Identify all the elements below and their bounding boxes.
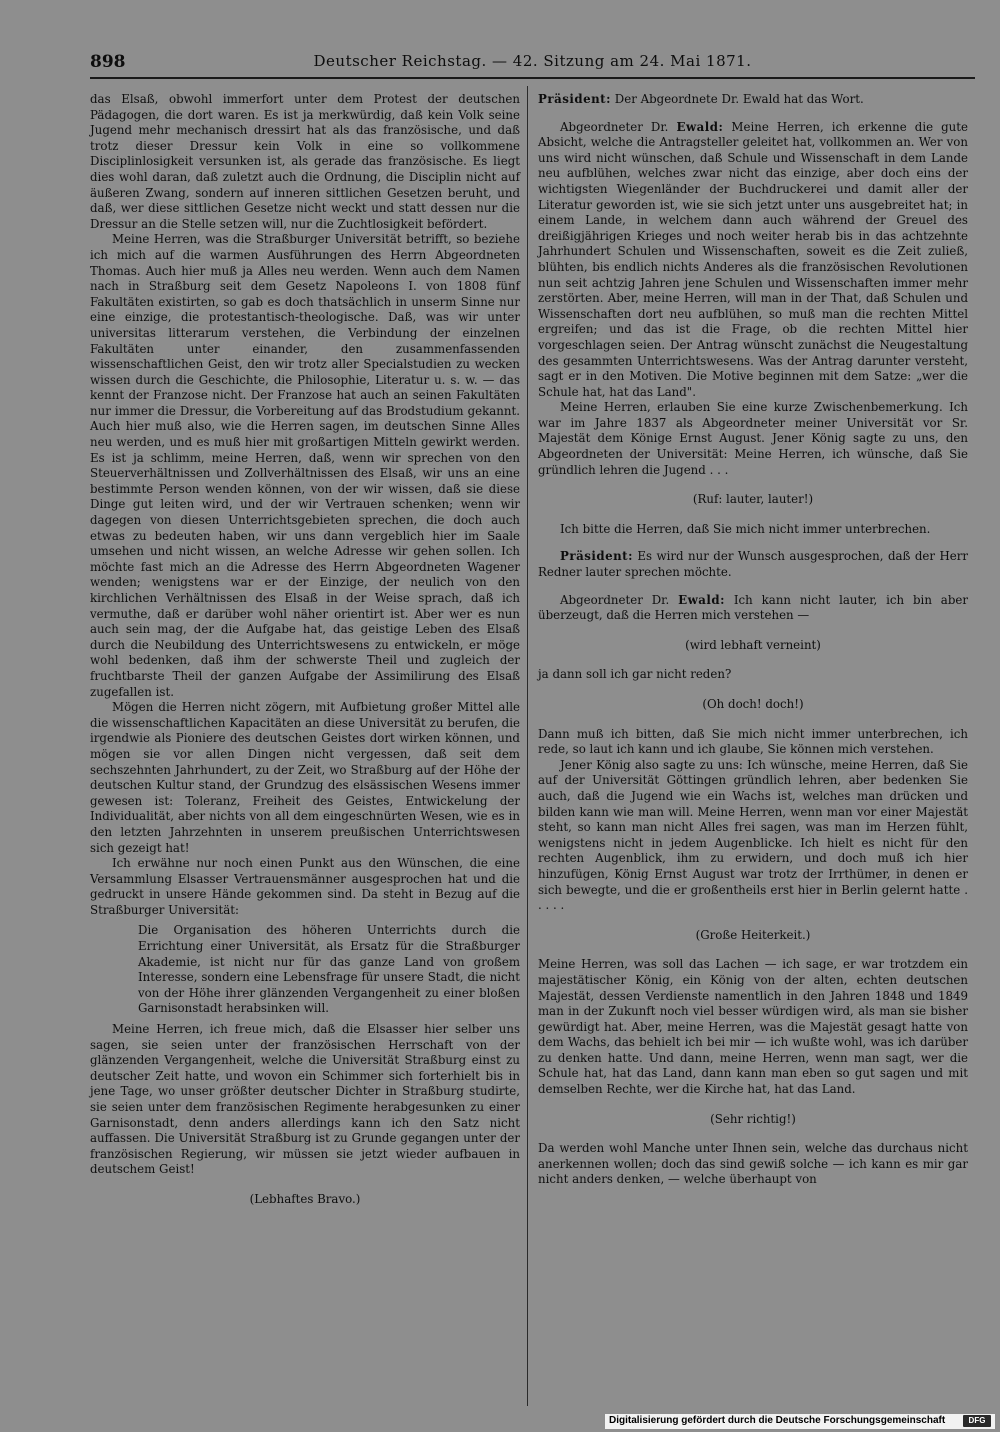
paragraph: Meine Herren, was die Straßburger Universität betrifft, so beziehe ich mich auf die warmen Ausführungen des Herrn Abgeordneten Thomas. Auch hier muß ja Alles neu werden. Wenn auch dem Namen nach in Straßburg seit dem Gesetz Napoleons I. von 1808 fünf Fakultäten existirten, so gab es doch thatsächlich in unserm Sinne nur eine einzige, die protestantisch-theologische. Daß, was wir unter universitas litterarum verstehen, die Verbindung der einzelnen Fakultäten unter einander, den zusammenfassenden wissenschaftlichen Geist, den wir trotz aller Specialstudien zu wecken wissen durch die Geschichte, die Philosophie, Literatur u. s. w. — das kennt der Franzose nicht. Der Franzose hat auch an seinen Fakultäten nur immer die Dressur, die Vorbereitung auf das Brodstudium gekannt. Auch hier muß also, wie die Herren sagen, im deutschen Sinne Alles neu werden, und es muß hier mit großartigen Mitteln gewirkt werden. Es ist ja schlimm, meine Herren, daß, wenn wir sprechen von den Steuerverhältnissen und Zollverhältnissen des Elsaß, wir uns an eine bestimmte Person wenden können, von der wir wissen, daß sie diese Dinge gut leiten wird, und der wir Vertrauen schenken; wenn wir dagegen von diesen Unterrichtsgebieten sprechen, die doch auch etwas zu bedeuten haben, wir uns dann vergeblich hier im Saale umsehen und nicht wissen, an welche Adresse wir gehen sollen. Ich möchte fast mich an die Adresse des Herrn Abgeordneten Wagener wenden; wenigstens war er der Einzige, der neulich von den kirchlichen Verhältnissen des Elsaß in der Weise sprach, daß ich vermuthe, daß er darüber wohl näher orientirt ist. Aber wer es nun auch sein mag, der die Aufgabe hat, das geistige Leben des Elsaß durch die Neubildung des Unterrichtswesens zu entwickeln, er möge wohl bedenken, daß ihm der schwerste Theil und zugleich der fruchtbarste Theil der ganzen Aufgabe der Assimilirung des Elsaß zugefallen ist.: [90, 232, 520, 699]
speech-text: Der Abgeordnete Dr. Ewald hat das Wort.: [611, 92, 864, 106]
speech-president: [538, 549, 968, 580]
speech-text: Meine Herren, ich erkenne die gute Absicht, welche die Antragsteller geleitet hat, vollkommen an. Wer von uns wird nicht wünschen, daß Schule und Wissenschaft in dem Lande neu aufblühen, welches zwar nicht das einzige, aber doch eins der wichtigsten Wiegenländer der Buchdruckerei und damit aller der Literatur geworden ist, wie sie sich jetzt unter uns ausgebreitet hat; in einem Lande, in welchem dann auch während der Greuel des dreißigjährigen Krieges und noch weiter herab bis in das achtzehnte Jahrhundert Schulen und Wissenschaften, soweit es die Zeit zuließ, blühten, bis endlich nichts Anderes als die französischen Revolutionen nun seit achtzig Jahren jene Schulen und Wissenschaften immer mehr zerstörten. Aber, meine Herren, will man in der That, daß Schulen und Wissenschaften dort neu aufblühen, so muß man die rechten Mittel ergreifen; und das ist die Frage, ob die rechten Mittel hier vorgeschlagen seien. Der Antrag wünscht zunächst die Neugestaltung des gesammten Unterrichtswesens. Was der Antrag darunter versteht, sagt er in den Motiven. Die Motive beginnen mit dem Satze: „wer die Schule hat, hat das Land".: [538, 119, 969, 399]
speaker-name: Ewald:: [676, 119, 724, 134]
interjection: (Ruf: lauter, lauter!): [692, 492, 814, 507]
paragraph: Meine Herren, ich freue mich, daß die Elsasser hier selber uns sagen, sie seien unter der französischen Herrschaft von der glänzenden Vergangenheit, welche die Universität Straßburg einst zu deutscher Zeit hatte, und wovon ein Schimmer sich forterhielt bis in jene Tage, wo unser größter deutscher Dichter in Straßburg studirte, sie seien unter dem französischen Regimente herabgesunken zu einer Garnisonstadt, denn anders allerdings kann ich den Satz nicht auffassen. Die Universität Straßburg ist zu Grunde gegangen unter der französischen Regierung, wir müssen sie jetzt wieder aufbauen in deutschem Geist!: [90, 1022, 520, 1177]
speaker-name: Präsident:: [538, 92, 611, 106]
paragraph: Jener König also sagte zu uns: Ich wünsche, meine Herren, daß Sie auf der Universität Göttingen gründlich lehren, aber bedenken Sie auch, daß die Jugend wie ein Wachs ist, welches man drücken und bilden kann wie man will. Meine Herren, wenn man vor einer Majestät steht, so kann man nicht Alles frei sagen, was man im Herzen fühlt, wenigstens nicht in jedem Augenblicke. Ich hielt es nicht für den rechten Augenblick, ihm zu erwidern, und doch muß ich hier hinzufügen, König Ernst August war trotz der Irrthümer, in denen er sich bewegte, und die er großentheils erst hier in Berlin gelernt hatte . . . . .: [538, 757, 968, 913]
speaker-name: Präsident:: [560, 549, 633, 564]
page-header: [90, 52, 975, 74]
speech-text: Ich kann nicht lauter, ich bin aber überzeugt, daß die Herren mich verstehen —: [538, 592, 969, 623]
right-column: [538, 92, 968, 1188]
left-column: [90, 92, 520, 1222]
column-divider: [527, 86, 528, 1406]
dfg-logo-icon: DFG: [963, 1415, 991, 1427]
speech-president: [538, 92, 968, 108]
speech-ewald: [538, 593, 968, 624]
interjection: (Sehr richtig!): [710, 1111, 796, 1126]
speech-text: Es wird nur der Wunsch ausgesprochen, daß der Herr Redner lauter sprechen möchte.: [538, 549, 968, 580]
paragraph: Mögen die Herren nicht zögern, mit Aufbietung großer Mittel alle die wissenschaftlichen Kapacitäten an diese Universität zu berufen, die irgendwie als Pioniere des deutschen Geistes dort wirken können, und mögen sie vor allen Dingen nicht vergessen, daß seit dem sechszehnten Jahrhundert, zu der Zeit, wo Straßburg auf der Höhe der deutschen Kultur stand, der Grundzug des elsässischen Wesens immer gewesen ist: Toleranz, Freiheit des Geistes, Entwickelung der Individualität, aber nichts von all dem eingeschnürten Wesen, wie es in den letzten Jahrzehnten in unserem preußischen Unterrichtswesen sich gezeigt hat!: [90, 700, 520, 855]
paragraph: ja dann soll ich gar nicht reden?: [538, 667, 732, 682]
speech-ewald: [538, 120, 968, 401]
speaker-intro: Abgeordneter Dr.: [560, 592, 679, 607]
paragraph: Ich bitte die Herren, daß Sie mich nicht immer unterbrechen.: [560, 521, 931, 536]
page-number: 898: [90, 52, 126, 72]
paragraph: Meine Herren, erlauben Sie eine kurze Zwischenbemerkung. Ich war im Jahre 1837 als Abgeordneter meiner Universität vor Sr. Majestät dem Könige Ernst August. Jener König sagte zu uns, den Abgeordneten der Universität: Meine Herren, ich wünsche, daß Sie gründlich lehren die Jugend . . .: [538, 400, 968, 477]
speaker-intro: Abgeordneter Dr.: [560, 119, 677, 134]
funding-note: Digitalisierung gefördert durch die Deutsche Forschungsgemeinschaft: [609, 1415, 946, 1426]
stage-direction: (Lebhaftes Bravo.): [249, 1191, 361, 1206]
speaker-name: Ewald:: [678, 592, 726, 607]
interjection: (Oh doch! doch!): [702, 697, 804, 711]
paragraph: Dann muß ich bitten, daß Sie mich nicht immer unterbrechen, ich rede, so laut ich kann und ich glaube, Sie können mich verstehen.: [538, 726, 968, 757]
paragraph: Ich erwähne nur noch einen Punkt aus den Wünschen, die eine Versammlung Elsasser Vertrauensmänner ausgesprochen hat und die gedruckt in unsere Hände gekommen sind. Da steht in Bezug auf die Straßburger Universität:: [90, 856, 520, 917]
header-rule: [90, 77, 975, 79]
block-quote: Die Organisation des höheren Unterrichts durch die Errichtung einer Universität, als Ersatz für die Straßburger Akademie, ist nicht nur für das ganze Land von großem Interesse, sondern eine Lebensfrage für unsere Stadt, die nicht von der Höhe ihrer glänzenden Vergangenheit zu einer bloßen Garnisonstadt herabsinken will.: [138, 923, 520, 1016]
paragraph: Da werden wohl Manche unter Ihnen sein, welche das durchaus nicht anerkennen wollen; doch das sind gewiß solche — ich kann es mir gar nicht anders denken, — welche überhaupt von: [538, 1141, 968, 1187]
interjection: (wird lebhaft verneint): [685, 637, 821, 652]
digitization-footer: [605, 1414, 995, 1429]
paragraph: Meine Herren, was soll das Lachen — ich sage, er war trotzdem ein majestätischer König, ein König von der alten, echten deutschen Majestät, dessen Verdienste namentlich in den Jahren 1848 und 1849 man in der Zukunft noch viel besser würdigen wird, als man sie bisher gewürdigt hat. Aber, meine Herren, was die Majestät gesagt hatte von dem Wachs, das behielt ich bei mir — ich wußte wohl, was ich darüber zu denken hatte. Und dann, meine Herren, wenn man sagt, wer die Schule hat, hat das Land, dann kann man eben so gut sagen und mit demselben Rechte, wer die Kirche hat, hat das Land.: [538, 957, 968, 1097]
interjection: (Große Heiterkeit.): [695, 927, 811, 942]
running-title: Deutscher Reichstag. — 42. Sitzung am 24. Mai 1871.: [313, 52, 752, 70]
paragraph: das Elsaß, obwohl immerfort unter dem Protest der deutschen Pädagogen, die dort waren. Es ist ja merkwürdig, daß kein Volk seine Jugend mehr mechanisch dressirt hat als das französische, und daß trotz dieser Dressur kein Volk in eine so vollkommene Disciplinlosigkeit versunken ist, als gerade das französische. Es liegt dies wohl daran, daß zuletzt auch die Ordnung, die Disciplin nicht auf äußeren Zwang, sondern auf inneren sittlichen Gesetzen beruht, und daß, wer diese sittlichen Gesetze nicht weckt und statt dessen nur die Dressur an die Stelle setzen will, nur die Zuchtlosigkeit befördert.: [90, 92, 520, 231]
